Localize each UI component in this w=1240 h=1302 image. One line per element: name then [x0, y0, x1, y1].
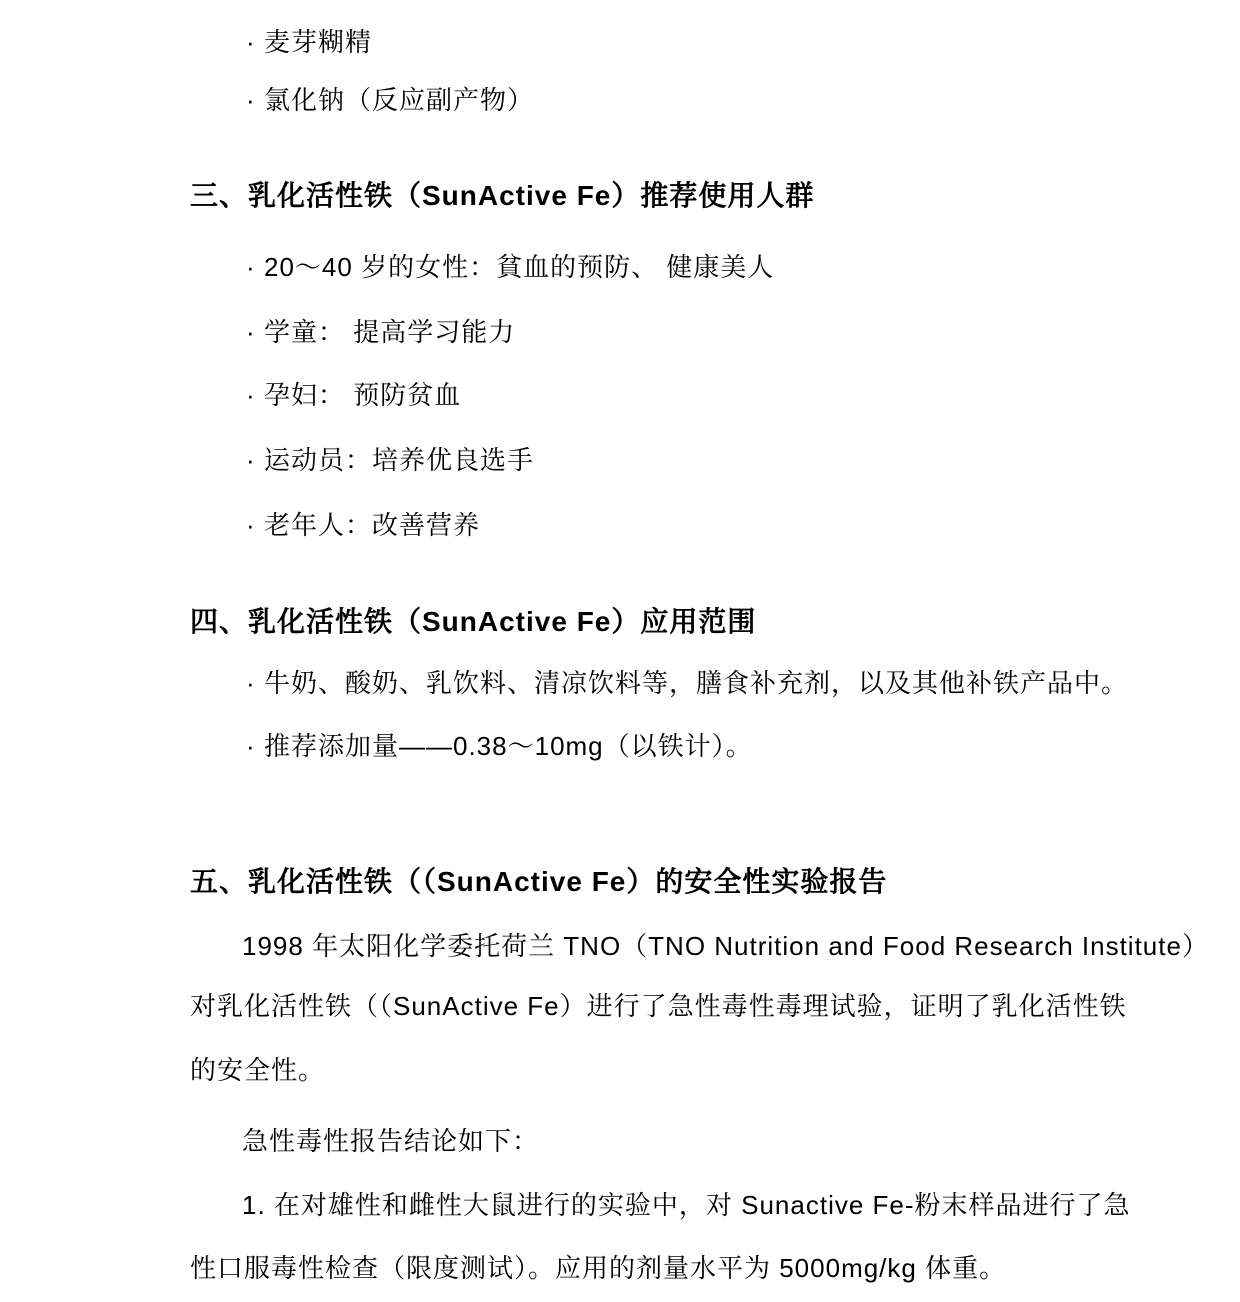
- section-five-paragraph-line-6: 性口服毒性检查（限度测试）。应用的剂量水平为 5000mg/kg 体重。: [190, 1253, 1007, 1283]
- section-three-bullet-text-4: 运动员：培养优良选手: [264, 445, 535, 475]
- intro-bullet-text-1: 麦芽糊精: [264, 27, 373, 57]
- bullet-icon: ·: [246, 445, 256, 475]
- section-three-bullet-3: [246, 381, 461, 409]
- bullet-icon: ·: [246, 317, 256, 347]
- section-five-paragraph-line-3: 的安全性。: [190, 1055, 326, 1085]
- bullet-icon: ·: [246, 252, 256, 282]
- section-three-bullet-4: [246, 446, 534, 474]
- section-three-bullet-2: [246, 318, 515, 346]
- section-three-bullet-text-1: 20～40 岁的女性：貧血的预防、 健康美人: [264, 252, 775, 282]
- section-five-paragraph-line-4: 急性毒性报告结论如下：: [242, 1126, 540, 1156]
- section-five-paragraph-line-1: 1998 年太阳化学委托荷兰 TNO（TNO Nutrition and Food Research Institute）: [242, 931, 1209, 961]
- section-four-bullet-1: [246, 669, 1128, 697]
- intro-bullet-text-2: 氯化钠（反应副产物）: [264, 85, 535, 115]
- section-three-heading: 三、乳化活性铁（SunActive Fe）推荐使用人群: [190, 180, 815, 211]
- bullet-icon: ·: [246, 731, 256, 761]
- section-three-bullet-text-3: 孕妇： 预防贫血: [264, 380, 462, 410]
- section-four-bullet-text-2: 推荐添加量——0.38～10mg（以铁计）。: [264, 731, 753, 761]
- section-three-bullet-1: [246, 253, 774, 281]
- section-three-bullet-text-2: 学童： 提高学习能力: [264, 317, 516, 347]
- intro-bullet-item-2: [246, 86, 534, 114]
- section-three-bullet-text-5: 老年人：改善营养: [264, 510, 481, 540]
- bullet-icon: ·: [246, 85, 256, 115]
- section-three-bullet-5: [246, 511, 480, 539]
- bullet-icon: ·: [246, 510, 256, 540]
- section-five-paragraph-line-2: 对乳化活性铁（（SunActive Fe）进行了急性毒性毒理试验，证明了乳化活性铁: [190, 991, 1127, 1021]
- section-five-heading: 五、乳化活性铁（（SunActive Fe）的安全性实验报告: [190, 866, 888, 897]
- bullet-icon: ·: [246, 668, 256, 698]
- bullet-icon: ·: [246, 27, 256, 57]
- bullet-icon: ·: [246, 380, 256, 410]
- section-four-bullet-2: [246, 732, 753, 760]
- section-five-paragraph-line-5: 1. 在对雄性和雌性大鼠进行的实验中，对 Sunactive Fe-粉末样品进行了急: [242, 1190, 1131, 1220]
- section-four-heading: 四、乳化活性铁（SunActive Fe）应用范围: [190, 606, 757, 637]
- intro-bullet-item-1: [246, 28, 372, 56]
- section-four-bullet-text-1: 牛奶、酸奶、乳饮料、清凉饮料等，膳食补充剂，以及其他补铁产品中。: [264, 668, 1129, 698]
